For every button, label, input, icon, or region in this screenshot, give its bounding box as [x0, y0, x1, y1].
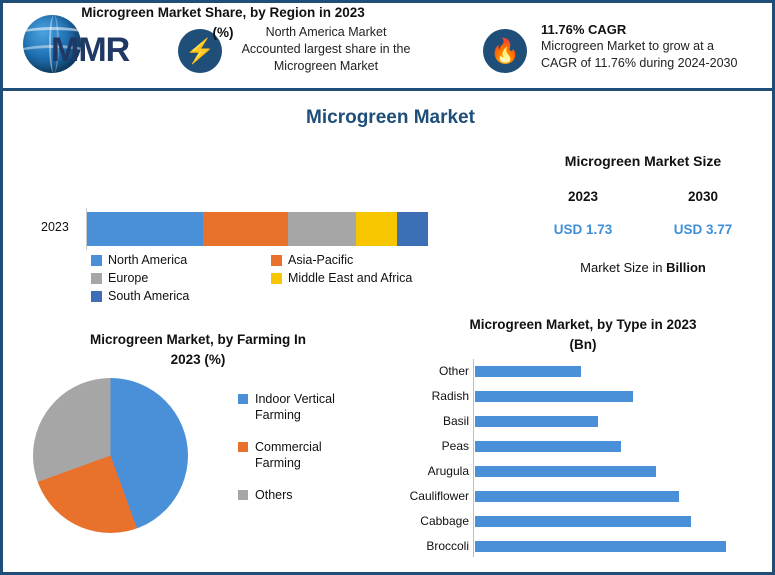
legend-swatch-icon — [238, 394, 248, 404]
type-chart-title-line1: Microgreen Market, by Type in 2023 — [469, 317, 697, 332]
farming-legend-label-line1: Indoor Vertical — [255, 392, 335, 406]
type-bar-fill — [475, 491, 679, 502]
region-legend-label: South America — [108, 289, 190, 303]
type-bar-label: Broccoli — [426, 539, 469, 553]
legend-swatch-icon — [271, 273, 282, 284]
farming-legend-label-line2: Farming — [255, 408, 301, 422]
farming-legend-label: Others — [255, 488, 293, 502]
type-chart-title-line2: (Bn) — [569, 337, 597, 352]
farming-chart-legend — [238, 391, 408, 519]
farming-chart-title-line1: Microgreen Market, by Farming In — [89, 332, 307, 347]
type-bar-label: Arugula — [427, 464, 469, 478]
region-legend-south-america — [91, 289, 271, 303]
region-legend-label: Europe — [108, 271, 149, 285]
type-bar-label: Cauliflower — [409, 489, 469, 503]
region-chart-title-line1: Microgreen Market Share, by Region in 2023 — [81, 5, 365, 20]
header-highlight-2-text — [541, 21, 766, 72]
farming-legend-commercial-farming — [238, 439, 408, 471]
farming-chart-title — [48, 330, 348, 370]
type-bar-fill — [475, 541, 726, 552]
region-segment-europe — [288, 212, 356, 246]
type-bar-row-cauliflower — [403, 484, 763, 508]
region-legend-asia-pacific — [271, 253, 353, 267]
region-stacked-bar — [87, 212, 428, 246]
market-size-footer-prefix: Market Size in — [580, 260, 667, 275]
farming-legend-label-line2: Farming — [255, 456, 301, 470]
region-chart-category-label: 2023 — [41, 220, 69, 234]
farming-legend-label-line1: Commercial — [255, 440, 322, 454]
type-bar-fill — [475, 391, 633, 402]
type-bar-row-radish — [403, 384, 763, 408]
type-bar-row-arugula — [403, 459, 763, 483]
region-legend-label: Middle East and Africa — [288, 271, 413, 285]
type-bar-label: Cabbage — [420, 514, 469, 528]
region-legend-row-1 — [91, 253, 491, 267]
header-highlight-2-line2: CAGR of 11.76% during 2024-2030 — [541, 56, 738, 70]
farming-legend-label — [255, 439, 322, 471]
type-bar-fill — [475, 466, 656, 477]
type-bar-row-other — [403, 359, 763, 383]
market-size-value-2030: USD 3.77 — [673, 222, 733, 237]
type-bar-label: Other — [438, 364, 469, 378]
type-bar-row-peas — [403, 434, 763, 458]
farming-legend-label — [255, 391, 335, 423]
type-bar-chart — [403, 359, 763, 564]
flame-icon: 🔥 — [483, 29, 527, 73]
market-size-year-2030: 2030 — [687, 189, 719, 204]
type-bar-label: Radish — [431, 389, 469, 403]
type-bar-fill — [475, 441, 621, 452]
market-size-years — [523, 189, 763, 204]
market-size-footer-unit: Billion — [666, 260, 706, 275]
type-bar-row-basil — [403, 409, 763, 433]
region-legend-row-2 — [91, 271, 491, 285]
region-legend-europe — [91, 271, 271, 285]
region-legend-label: Asia-Pacific — [288, 253, 354, 267]
region-legend-middle-east-africa — [271, 271, 412, 285]
header-highlight-1-line2: Accounted largest share in the — [241, 42, 411, 56]
market-size-values — [523, 222, 763, 237]
legend-swatch-icon — [238, 442, 248, 452]
farming-chart-title-line2: 2023 (%) — [170, 352, 226, 367]
region-legend-label: North America — [108, 253, 188, 267]
type-chart-title — [413, 315, 753, 355]
region-segment-asia-pacific — [203, 212, 288, 246]
legend-swatch-icon — [91, 291, 102, 302]
lightning-bolt-icon: ⚡ — [178, 29, 222, 73]
region-chart-title-line2: (%) — [212, 25, 234, 40]
header-highlight-1-line1: North America Market — [265, 25, 387, 39]
market-size-year-2023: 2023 — [567, 189, 599, 204]
region-legend-north-america — [91, 253, 271, 267]
page-title: Microgreen Market — [306, 107, 475, 128]
region-chart-legend — [91, 253, 491, 307]
region-segment-south-america — [397, 212, 428, 246]
region-legend-row-3 — [91, 289, 491, 303]
farming-legend-others — [238, 487, 408, 503]
type-bar-row-broccoli — [403, 534, 763, 558]
farming-legend-indoor-vertical-farming — [238, 391, 408, 423]
logo-text: MMR — [51, 31, 130, 69]
market-size-title: Microgreen Market Size — [564, 153, 722, 169]
header-highlight-2-title: 11.76% CAGR — [541, 22, 627, 37]
type-bar-label: Peas — [441, 439, 469, 453]
market-size-value-2023: USD 1.73 — [553, 222, 613, 237]
header-highlight-2-line1: Microgreen Market to grow at a — [541, 39, 714, 53]
legend-swatch-icon — [91, 273, 102, 284]
type-bar-row-cabbage — [403, 509, 763, 533]
header-highlight-1-line3: Microgreen Market — [273, 59, 379, 73]
market-size-footer — [523, 260, 763, 275]
type-bar-fill — [475, 366, 581, 377]
legend-swatch-icon — [238, 490, 248, 500]
legend-swatch-icon — [271, 255, 282, 266]
region-segment-middle-east-africa — [356, 212, 397, 246]
region-chart-title — [23, 3, 423, 43]
farming-pie-chart — [33, 378, 188, 533]
type-bar-fill — [475, 516, 691, 527]
type-bar-fill — [475, 416, 598, 427]
legend-swatch-icon — [91, 255, 102, 266]
region-segment-north-america — [87, 212, 203, 246]
type-bar-label: Basil — [442, 414, 469, 428]
